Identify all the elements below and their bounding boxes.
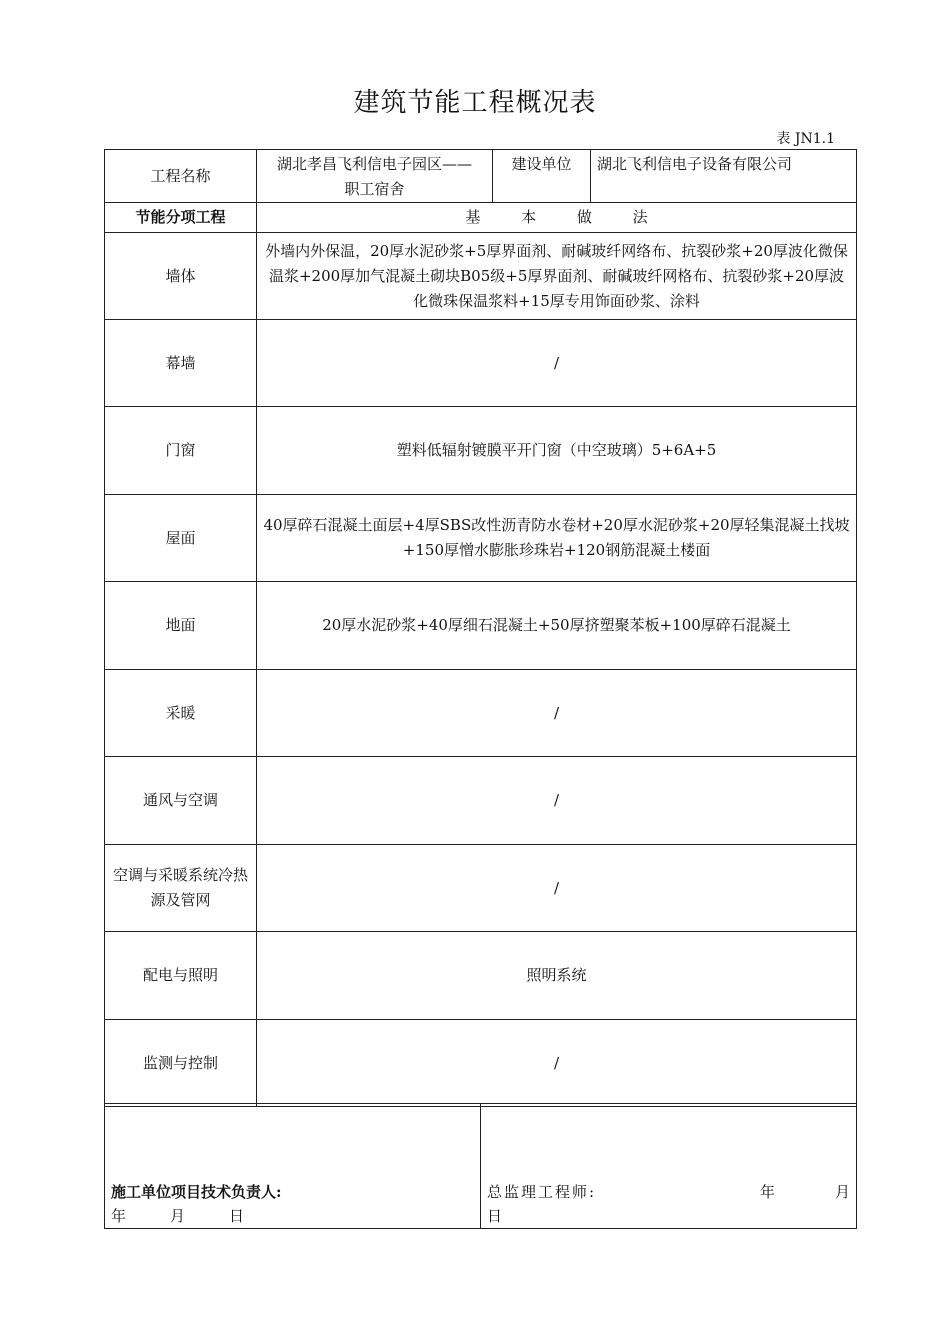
form-number: 表 JN1.1 <box>776 131 835 147</box>
row-label: 空调与采暖系统冷热源及管网 <box>105 845 257 932</box>
row-label: 采暖 <box>105 670 257 757</box>
supervisor-date-month: 月 <box>834 1183 850 1201</box>
row-label: 墙体 <box>105 233 257 320</box>
document-title: 建筑节能工程概况表 <box>353 88 597 118</box>
row-value: / <box>257 320 857 407</box>
project-name-line1: 湖北孝昌飞利信电子园区—— <box>276 155 472 173</box>
row-label: 幕墙 <box>105 320 257 407</box>
table-row <box>105 582 857 670</box>
table-row <box>105 932 857 1020</box>
row-value: 40厚碎石混凝土面层+4厚SBS改性沥青防水卷材+20厚水泥砂浆+20厚轻集混凝土找坡+150厚憎水膨胀珍珠岩+120钢筋混凝土楼面 <box>257 495 857 582</box>
supervisor-date-year: 年 <box>759 1183 775 1201</box>
project-name-label: 工程名称 <box>105 150 257 203</box>
contractor-signature-cell <box>105 1104 481 1229</box>
builder-value: 湖北飞利信电子设备有限公司 <box>591 150 857 203</box>
signature-row <box>105 1104 857 1229</box>
signature-table <box>104 1103 857 1229</box>
row-value: 塑料低辐射镀膜平开门窗（中空玻璃）5+6A+5 <box>257 407 857 495</box>
table-row <box>105 233 857 320</box>
header-row <box>105 150 857 203</box>
contractor-label: 施工单位项目技术负责人: <box>111 1183 282 1201</box>
row-value: 外墙内外保温，20厚水泥砂浆+5厚界面剂、耐碱玻纤网络布、抗裂砂浆+20厚波化微保温浆+200厚加气混凝土砌块B05级+5厚界面剂、耐碱玻纤网格布、抗裂砂浆+20厚波化微珠保温浆料+15厚专用饰面砂浆、涂料 <box>257 233 857 320</box>
supervisor-label: 总监理工程师: <box>487 1183 597 1201</box>
row-value: / <box>257 845 857 932</box>
row-value: 20厚水泥砂浆+40厚细石混凝土+50厚挤塑聚苯板+100厚碎石混凝土 <box>257 582 857 670</box>
contractor-date-year: 年 <box>111 1207 127 1225</box>
supervisor-line <box>487 1180 850 1204</box>
row-label: 地面 <box>105 582 257 670</box>
table-row <box>105 407 857 495</box>
energy-overview-table <box>104 149 857 1107</box>
row-value: 照明系统 <box>257 932 857 1020</box>
supervisor-date-day: 日 <box>487 1207 503 1225</box>
contractor-date-month: 月 <box>170 1207 186 1225</box>
method-column-header: 基 本 做 法 <box>257 203 857 233</box>
column-header-row <box>105 203 857 233</box>
supervisor-signature-cell <box>481 1104 857 1229</box>
contractor-date-day: 日 <box>229 1207 245 1225</box>
table-row <box>105 495 857 582</box>
project-name-line2: 职工宿舍 <box>344 180 405 198</box>
row-label: 配电与照明 <box>105 932 257 1020</box>
table-row <box>105 320 857 407</box>
builder-label: 建设单位 <box>493 150 591 203</box>
contractor-date <box>111 1204 474 1228</box>
table-row <box>105 757 857 845</box>
row-value: / <box>257 1020 857 1107</box>
row-label: 门窗 <box>105 407 257 495</box>
table-row <box>105 1020 857 1107</box>
table-row <box>105 845 857 932</box>
project-name-value <box>257 150 493 203</box>
row-label: 屋面 <box>105 495 257 582</box>
table-row <box>105 670 857 757</box>
row-value: / <box>257 757 857 845</box>
row-label: 监测与控制 <box>105 1020 257 1107</box>
row-value: / <box>257 670 857 757</box>
row-label: 通风与空调 <box>105 757 257 845</box>
item-column-header: 节能分项工程 <box>105 203 257 233</box>
supervisor-date-ym <box>700 1180 850 1204</box>
